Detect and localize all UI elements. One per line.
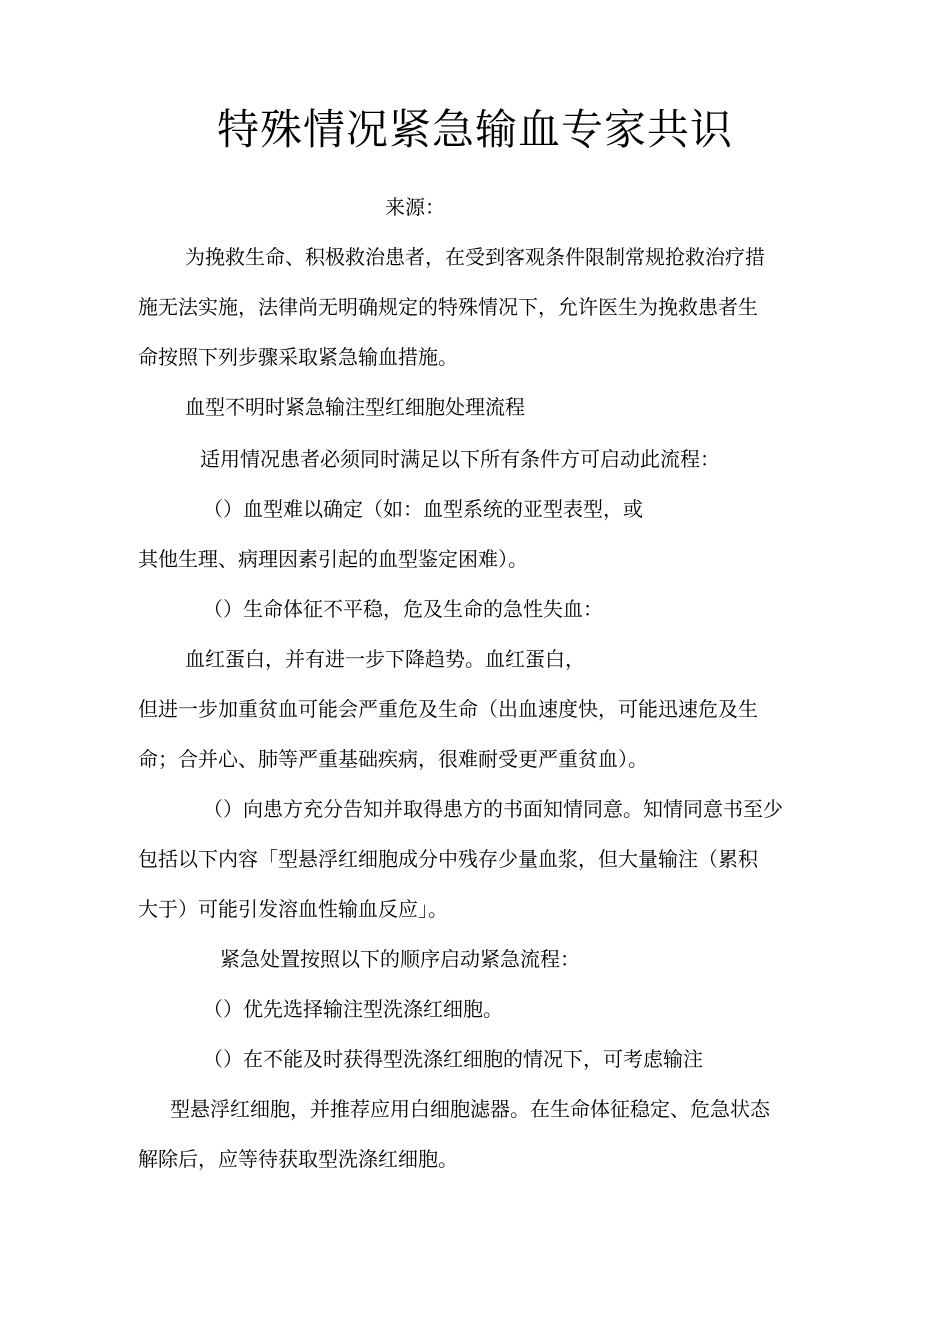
list-item: （）向患方充分告知并取得患方的书面知情同意。知情同意书至少 xyxy=(203,797,783,821)
paragraph-line: 型悬浮红细胞，并推荐应用白细胞滤器。在生命体征稳定、危急状态 xyxy=(170,1097,770,1121)
paragraph-line: 大于）可能引发溶血性输血反应」。 xyxy=(138,897,448,921)
document-title: 特殊情况紧急输血专家共识 xyxy=(216,105,733,154)
paragraph-line: 但进一步加重贫血可能会严重危及生命（出血速度快，可能迅速危及生 xyxy=(138,697,758,721)
paragraph-line: 解除后，应等待获取型洗涤红细胞。 xyxy=(138,1147,458,1171)
paragraph-line: 适用情况患者必须同时满足以下所有条件方可启动此流程： xyxy=(200,447,720,471)
paragraph-line: 施无法实施，法律尚无明确规定的特殊情况下，允许医生为挽救患者生 xyxy=(138,295,758,319)
paragraph-line: 血红蛋白，并有进一步下降趋势。血红蛋白， xyxy=(185,647,585,671)
source-label: 来源： xyxy=(385,195,445,219)
list-item: （）血型难以确定（如：血型系统的亚型表型，或 xyxy=(203,497,643,521)
paragraph-line: 包括以下内容「型悬浮红细胞成分中残存少量血浆，但大量输注（累积 xyxy=(138,847,758,871)
paragraph-line: 其他生理、病理因素引起的血型鉴定困难）。 xyxy=(138,547,528,571)
section-heading: 紧急处置按照以下的顺序启动紧急流程： xyxy=(220,947,580,971)
list-item: （）在不能及时获得型洗涤红细胞的情况下，可考虑输注 xyxy=(203,1047,703,1071)
list-item: （）优先选择输注型洗涤红细胞。 xyxy=(203,997,503,1021)
paragraph-line: 命按照下列步骤采取紧急输血措施。 xyxy=(138,345,458,369)
paragraph-line: 命；合并心、肺等严重基础疾病，很难耐受更严重贫血）。 xyxy=(138,747,648,771)
paragraph-line: 为挽救生命、积极救治患者，在受到客观条件限制常规抢救治疗措 xyxy=(185,245,765,269)
list-item: （）生命体征不平稳，危及生命的急性失血： xyxy=(203,597,603,621)
section-heading: 血型不明时紧急输注型红细胞处理流程 xyxy=(185,395,525,419)
